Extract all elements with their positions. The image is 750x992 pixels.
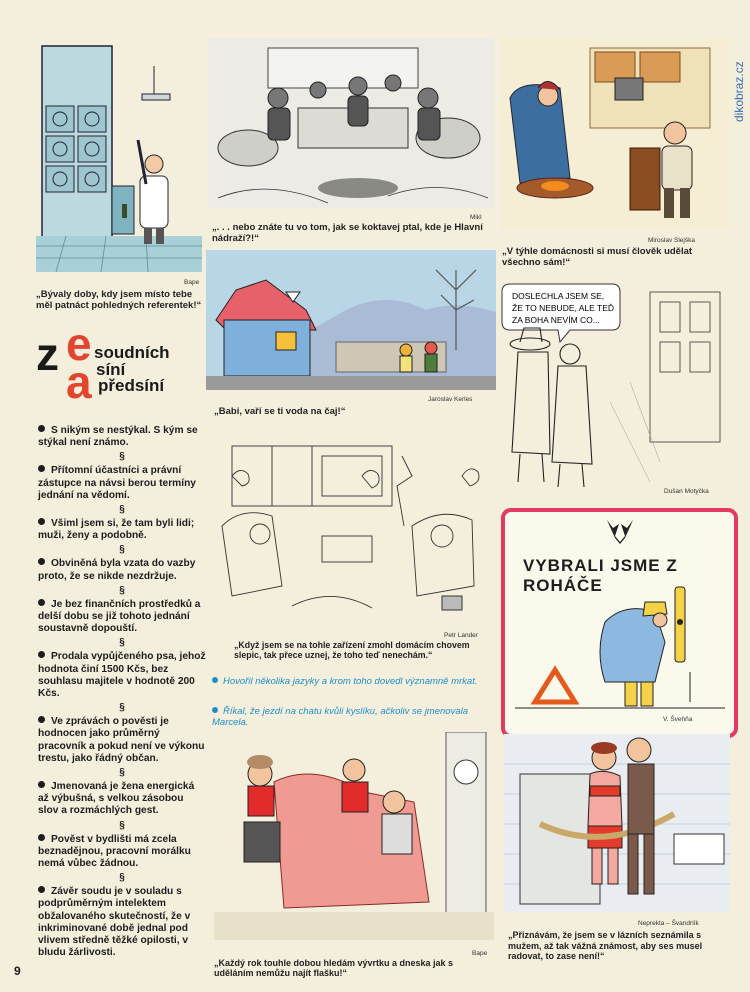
artist-kerles: Jaroslav Kerles [428, 396, 473, 403]
page-number: 9 [14, 964, 21, 978]
quote-item [38, 834, 206, 871]
cartoon-livingroom-drawing [500, 38, 730, 230]
quote-text: Pověst v bydlišti má zcela beznadějnou, pracovní morálku nemá vůbec žádnou. [38, 833, 191, 870]
rohac-feature-box [501, 508, 738, 738]
note-text: Říkal, že jezdí na chatu kvůli kyslíku, ačkoliv se jmenovala Marcela. [212, 706, 468, 728]
quote-item [38, 599, 206, 636]
section-separator: § [119, 584, 125, 596]
bullet-icon [38, 834, 45, 841]
cartoon-sofa-drawing [214, 732, 494, 940]
caption-neprekta: „Přiznávám, že jsem se v lázních seznámila s mužem, až tak vážná známost, aby ses musel radovat, to zase není!“ [508, 930, 703, 961]
artist-lander: Petr Lander [444, 632, 478, 639]
artist-motycka: Dušan Motyčka [664, 488, 709, 495]
watermark-text: dikobraz.cz [732, 61, 746, 122]
cartoon-party-drawing [208, 38, 494, 208]
bullet-icon [38, 465, 45, 472]
caption-lander: „Když jsem se na tohle zařízení zmohl domácím chovem slepic, tak přece uznej, že toho teď nenechám.“ [234, 640, 470, 660]
quote-text: S nikým se nestýkal. S kým se stýkal není známo. [38, 425, 198, 449]
cartoon-chickens [212, 436, 492, 624]
bullet-icon [38, 651, 45, 658]
note-1 [212, 676, 492, 687]
quote-item [38, 518, 206, 542]
heading-letter-e: e [66, 318, 92, 370]
bullet-icon [38, 716, 45, 723]
court-quotes-list [38, 425, 206, 960]
quote-text: Přítomní účastníci a právní zástupce na návsi berou termíny jednání na vědomí. [38, 465, 196, 501]
section-separator: § [119, 451, 125, 463]
heading-letter-a: a [66, 356, 92, 408]
quote-text: Jmenovaná je žena energická až výbušná, s velkou zásobou slov a rozmáchlých gest. [38, 781, 195, 817]
caption-bape-2: „Každý rok touhle dobou hledám vývrtku a dneska jak s uděláním nemůžu najít flašku!“ [214, 958, 454, 978]
cartoon-keyhole-drawing [515, 582, 725, 722]
bullet-icon [38, 886, 45, 893]
heading-word-2: síní [96, 360, 126, 379]
section-separator: § [119, 702, 125, 714]
artist-neprekta: Neprekta – Švandrlík [638, 920, 699, 927]
caption-bape-1: „Bývaly doby, kdy jsem místo tebe měl patnáct pohledných referentek!“ [36, 289, 202, 311]
cartoon-livingroom [500, 38, 730, 230]
quote-text: Závěr soudu je v souladu s podprůměrným intelektem obžalovaného skutečností, že v inkriminované době jednal pod vlivem středně těžké opilosti, v bludu žárlivosti. [38, 886, 191, 959]
caption-slejska: „V týhle domácnosti si musí člověk udělat všechno sám!“ [502, 246, 693, 268]
quote-item [38, 886, 206, 959]
cartoon-gossip [500, 282, 730, 494]
section-separator: § [119, 819, 125, 831]
cartoon-gossip-drawing [500, 282, 730, 494]
caption-mikl: „. . . nebo znáte tu vo tom, jak se koktavej ptal, kde je Hlavní nádraží?!“ [212, 222, 483, 244]
speech-line-1: DOSLECHLA JSEM SE, [512, 291, 605, 301]
quote-text: Ve zprávách o pověsti je hodnocen jako průměrný pracovník a pokud není ve výkonu trestu, jako řádný občan. [38, 716, 205, 764]
section-heading [36, 318, 206, 410]
cartoon-sofa [214, 732, 494, 940]
cartoon-house [206, 250, 496, 390]
section-separator: § [119, 872, 125, 884]
section-separator: § [119, 544, 125, 556]
heading-letter-z: z [36, 328, 59, 380]
heading-word-1: soudních [94, 343, 170, 362]
quote-item [38, 781, 206, 818]
cartoon-office-drawing [36, 36, 202, 272]
cartoon-party [208, 38, 494, 208]
quote-text: Prodala vypůjčeného psa, jehož hodnota činí 1500 Kčs, bez souhlasu majitele v hodnotě 200 Kčs. [38, 651, 206, 700]
cartoon-chickens-drawing [212, 436, 492, 624]
section-separator: § [119, 767, 125, 779]
note-2 [212, 706, 492, 728]
artist-bape-1: Bape [184, 279, 200, 286]
quote-item [38, 465, 206, 502]
rohac-title: VYBRALI JSME Z ROHÁČE [523, 556, 678, 595]
cartoon-house-drawing [206, 250, 496, 390]
cartoon-office [36, 36, 202, 272]
bullet-icon [38, 558, 45, 565]
quote-item [38, 651, 206, 700]
horns-icon [605, 518, 635, 544]
section-separator: § [119, 637, 125, 649]
artist-svehna: V. Švehňa [663, 716, 693, 723]
speech-line-3: ZA BOHA NEVÍM CO... [512, 315, 600, 325]
artist-slejska: Miroslav Slejška [648, 237, 695, 244]
cartoon-spa-drawing [504, 734, 730, 912]
caption-kerles: „Babi, vaří se ti voda na čaj!“ [214, 406, 346, 417]
bullet-icon [38, 599, 45, 606]
artist-mikl: Mikl [470, 214, 482, 221]
bullet-icon [38, 781, 45, 788]
section-separator: § [119, 504, 125, 516]
cartoon-spa [504, 734, 730, 912]
quote-item [38, 425, 206, 449]
bullet-icon [212, 707, 218, 713]
quote-item [38, 716, 206, 765]
quote-text: Všiml jsem si, že tam byli lidi; muži, ženy a podobně. [38, 518, 195, 542]
note-text: Hovořil několika jazyky a krom toho dovedl významně mrkat. [223, 676, 478, 687]
speech-line-2: ŽE TO NEBUDE, ALE TEĎ [512, 303, 615, 313]
heading-word-3: předsíní [98, 376, 165, 395]
bullet-icon [212, 677, 218, 683]
quote-item [38, 558, 206, 582]
watermark [732, 10, 748, 130]
quote-text: Obviněná byla vzata do vazby proto, že se nikde nezdržuje. [38, 558, 196, 582]
bullet-icon [38, 518, 45, 525]
artist-bape-2: Bape [472, 950, 488, 957]
bullet-icon [38, 425, 45, 432]
quote-text: Je bez finančních prostředků a delší dobu se již tohoto jednání soustavně dopouští. [38, 598, 201, 635]
